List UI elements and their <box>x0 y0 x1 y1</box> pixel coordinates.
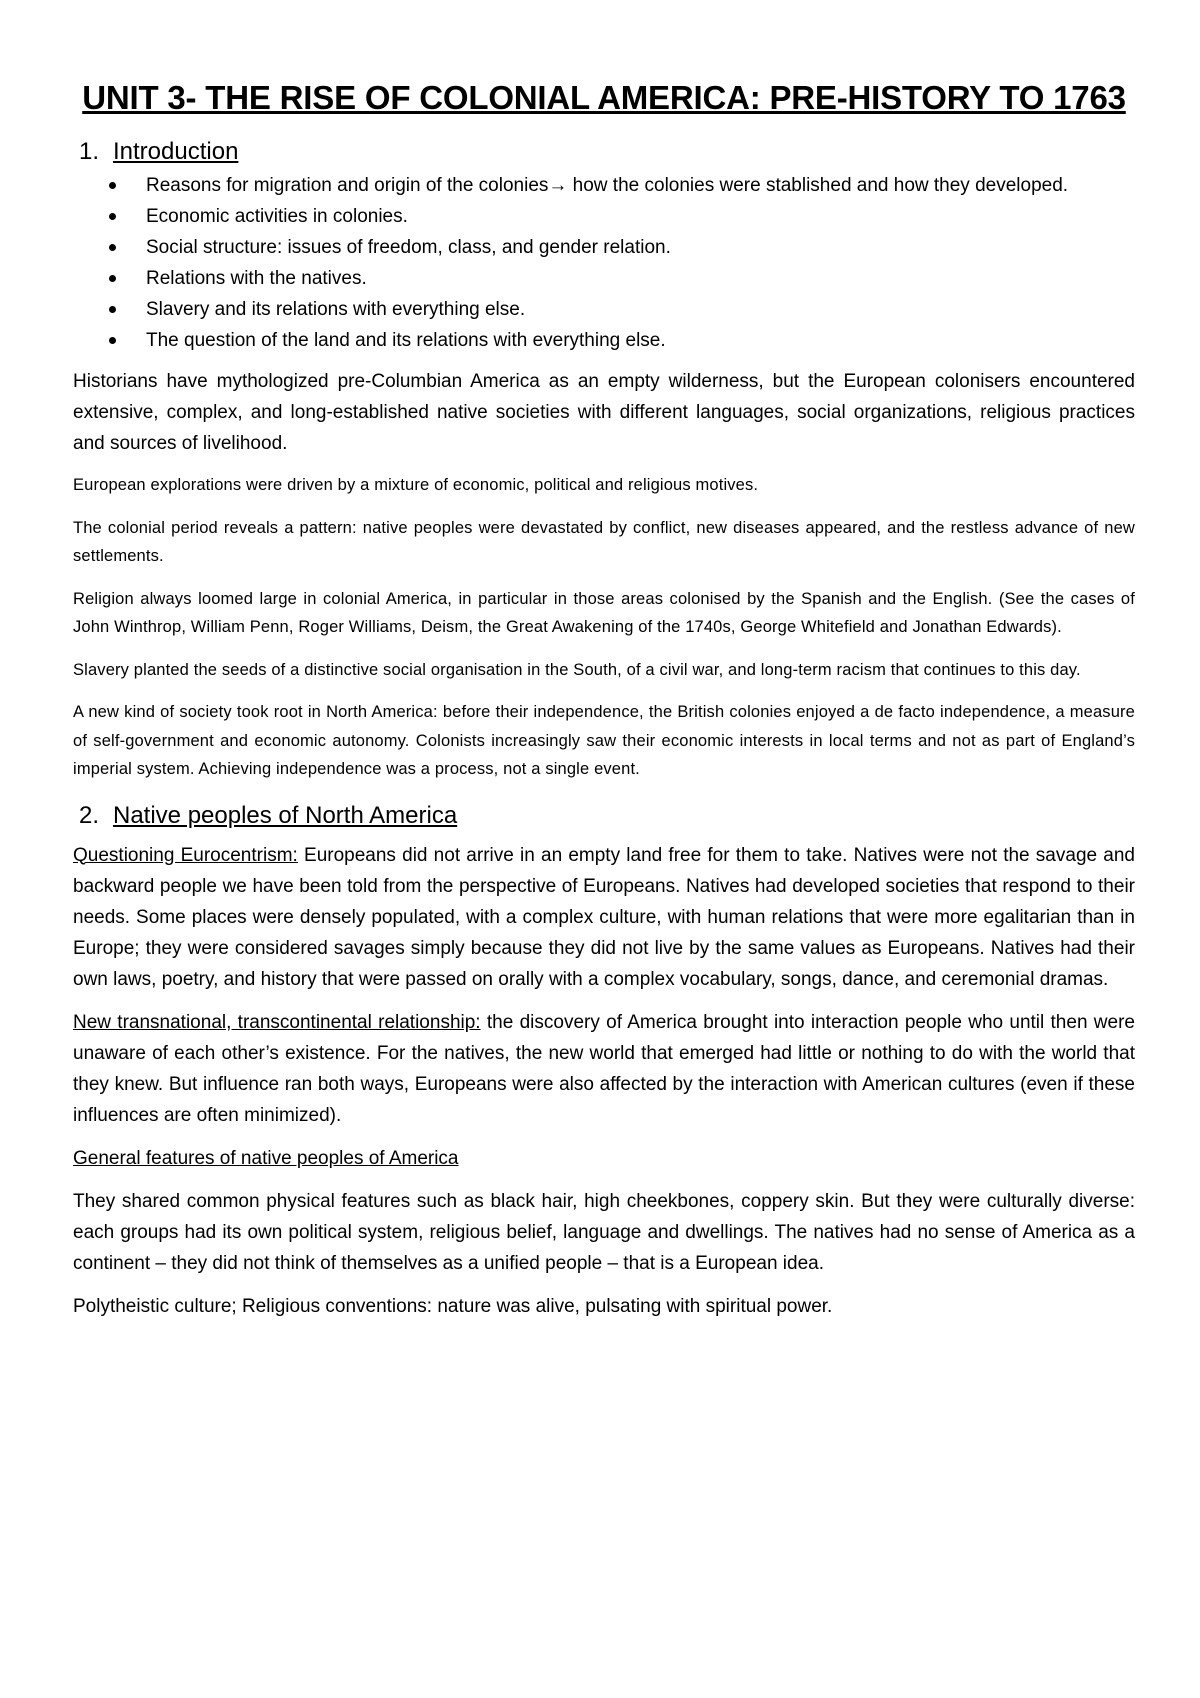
paragraph-physical-features: They shared common physical features such as black hair, high cheekbones, coppery skin. But they were culturally diverse: each groups had its own political system, religious belief, language and dwellings. The natives had no sense of America as a continent – they did not think of themselves as a unified people – that is a European idea. <box>73 1190 1135 1274</box>
paragraph-label: Questioning Eurocentrism: <box>73 844 298 866</box>
section-2-heading <box>73 800 1135 832</box>
list-item: Social structure: issues of freedom, class, and gender relation. <box>73 232 1135 263</box>
section-1-number: 1. <box>79 138 100 165</box>
paragraph-label: New transnational, transcontinental relationship: <box>73 1011 481 1033</box>
paragraph-slavery: Slavery planted the seeds of a distinctive social organisation in the South, of a civil war, and long-term racism that continues to this day. <box>73 660 1081 679</box>
paragraph-polytheistic: Polytheistic culture; Religious conventions: nature was alive, pulsating with spiritual power. <box>73 1295 833 1317</box>
intro-bullet-list <box>73 170 1135 356</box>
list-item: Economic activities in colonies. <box>73 201 1135 232</box>
document-page <box>73 72 1135 1334</box>
list-item: Relations with the natives. <box>73 263 1135 294</box>
bullet-icon <box>109 182 116 189</box>
bullet-icon <box>109 337 116 344</box>
list-item: Slavery and its relations with everything else. <box>73 294 1135 325</box>
paragraph-historians: Historians have mythologized pre-Columbian America as an empty wilderness, but the European colonisers encountered extensive, complex, and long-established native societies with different languages, social organizations, religious practices and sources of livelihood. <box>73 371 1135 454</box>
bullet-icon <box>109 306 116 313</box>
paragraph-colonial-pattern: The colonial period reveals a pattern: native peoples were devastated by conflict, new diseases appeared, and the restless advance of new settlements. <box>73 518 1135 565</box>
section-1-heading <box>73 136 1135 168</box>
paragraph-transnational: New transnational, transcontinental relationship: the discovery of America brought into interaction people who until then were unaware of each other’s existence. For the natives, the new world that emerged had little or nothing to do with the world that they knew. But influence ran both ways, Europeans were also affected by the interaction with American cultures (even if these influences are often minimized). <box>73 1011 1135 1126</box>
subheading-general-features: General features of native peoples of America <box>73 1147 459 1169</box>
paragraph-explorations: European explorations were driven by a mixture of economic, political and religious motives. <box>73 476 759 494</box>
bullet-icon <box>109 275 116 282</box>
paragraph-eurocentrism: Questioning Eurocentrism: Europeans did not arrive in an empty land free for them to take. Natives were not the savage and backward people we have been told from the perspective of Europeans. Natives had developed societies that respond to their needs. Some places were densely populated, with a complex culture, with human relations that were more egalitarian than in Europe; they were considered savages simply because they did not live by the same values as Europeans. Natives had their own laws, poetry, and history that were passed on orally with a complex vocabulary, songs, dance, and ceremonial dramas. <box>73 844 1135 990</box>
section-2-title: Native peoples of North America <box>113 801 458 829</box>
section-1-title: Introduction <box>113 138 239 165</box>
section-2-number: 2. <box>79 801 100 829</box>
paragraph-new-society: A new kind of society took root in North America: before their independence, the British colonies enjoyed a de facto independence, a measure of self-government and economic autonomy. Colonists increasingly saw their economic interests in local terms and not as part of England’s imperial system. Achieving independence was a process, not a single event. <box>73 703 1135 778</box>
list-item: Reasons for migration and origin of the colonies→ how the colonies were stablished and how they developed. <box>73 170 1135 201</box>
bullet-icon <box>109 244 116 251</box>
bullet-icon <box>109 213 116 220</box>
paragraph-religion: Religion always loomed large in colonial America, in particular in those areas colonised by the Spanish and the English. (See the cases of John Winthrop, William Penn, Roger Williams, Deism, the Great Awakening of the 1740s, George Whitefield and Jonathan Edwards). <box>73 589 1135 636</box>
list-item: The question of the land and its relations with everything else. <box>73 325 1135 356</box>
document-title: UNIT 3- THE RISE OF COLONIAL AMERICA: PRE-HISTORY TO 1763 <box>82 79 1126 116</box>
